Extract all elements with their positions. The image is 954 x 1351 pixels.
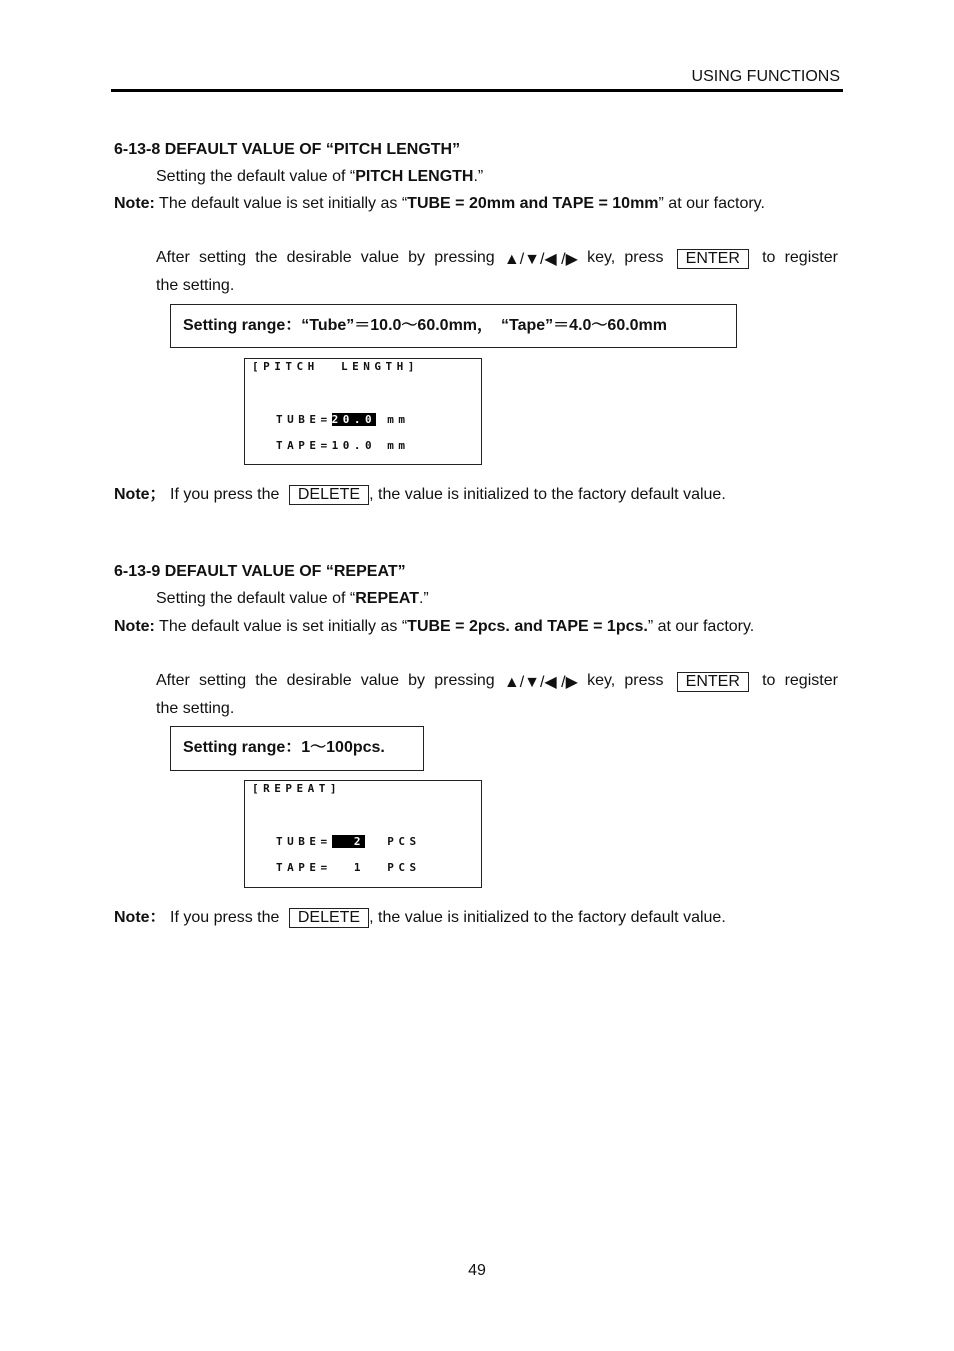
factory-note — [114, 195, 765, 213]
desc-text-end: .” — [473, 168, 484, 185]
instr-word: key, — [587, 672, 616, 689]
section-title-repeat: 6-13-9 DEFAULT VALUE OF “REPEAT” — [114, 563, 406, 580]
note-text: If you press the — [170, 486, 280, 503]
instruction-line — [156, 249, 838, 269]
lcd-label: TAPE= — [276, 439, 332, 452]
lcd-row-tube — [276, 413, 410, 426]
desc-bold: REPEAT — [355, 590, 419, 607]
lcd-screen-repeat — [244, 780, 482, 888]
range-label: Setting range： — [183, 739, 302, 756]
instruction-line-2: the setting. — [156, 700, 235, 717]
instr-word: setting — [198, 672, 247, 689]
instr-word: by — [408, 249, 426, 266]
delete-key: DELETE — [289, 908, 369, 928]
instr-word: value — [360, 672, 399, 689]
lcd-unit: PCS — [387, 835, 421, 848]
instr-word: by — [408, 672, 426, 689]
range-label: Setting range： — [183, 317, 302, 334]
instr-word: to — [762, 249, 776, 266]
section-title-pitch-length: 6-13-8 DEFAULT VALUE OF “PITCH LENGTH” — [114, 141, 461, 158]
instr-word: value — [360, 249, 399, 266]
desc-bold: PITCH LENGTH — [355, 168, 474, 185]
section-description — [156, 590, 429, 608]
instr-word: setting — [198, 249, 247, 266]
factory-note — [114, 618, 754, 636]
desc-text-end: .” — [418, 590, 429, 607]
lcd-selected-value: 20.0 — [331, 413, 377, 426]
instr-word: press — [624, 672, 664, 689]
lcd-title: [PITCH LENGTH] — [252, 360, 419, 373]
lcd-title: [REPEAT] — [252, 782, 341, 795]
lcd-row-tape — [276, 439, 410, 452]
lcd-value: 10.0 — [331, 439, 377, 452]
arrow-keys: ▲/▼/◀ /▶ — [503, 251, 578, 268]
note-label: Note: — [114, 618, 155, 635]
note-label: Note； — [114, 486, 166, 503]
instr-word: pressing — [434, 672, 495, 689]
note-text-end: ” at our factory. — [647, 618, 755, 635]
instr-word: register — [784, 672, 838, 689]
instr-word: the — [255, 672, 278, 689]
lcd-unit: mm — [387, 413, 410, 426]
lcd-label: TUBE= — [276, 835, 332, 848]
instr-word: press — [624, 249, 664, 266]
instr-word: the — [255, 249, 278, 266]
desc-text: Setting the default value of “ — [156, 168, 356, 185]
instr-word: key, — [587, 249, 616, 266]
delete-key: DELETE — [289, 485, 369, 505]
lcd-row-tape — [276, 861, 421, 874]
instr-word: to — [762, 672, 776, 689]
note-text: The default value is set initially as “ — [154, 195, 408, 212]
note-text-end: , the value is initialized to the factory default value. — [369, 909, 726, 926]
arrow-keys: ▲/▼/◀ /▶ — [503, 674, 578, 691]
instr-word: After — [156, 249, 190, 266]
delete-note — [114, 904, 726, 928]
lcd-value: 1 — [331, 861, 365, 874]
desc-text: Setting the default value of “ — [156, 590, 356, 607]
lcd-label: TAPE= — [276, 861, 332, 874]
instruction-line-2: the setting. — [156, 277, 235, 294]
range-value: 1～100pcs. — [301, 739, 385, 756]
note-text: If you press the — [170, 909, 280, 926]
lcd-unit: mm — [387, 439, 410, 452]
header-rule — [111, 89, 843, 92]
note-text: The default value is set initially as “ — [154, 618, 408, 635]
note-label: Note: — [114, 195, 155, 212]
note-text-end: , the value is initialized to the factory default value. — [369, 486, 726, 503]
lcd-label: TUBE= — [276, 413, 332, 426]
instr-word: desirable — [286, 672, 352, 689]
page-number: 49 — [468, 1262, 486, 1279]
instruction-line — [156, 672, 838, 692]
lcd-row-tube — [276, 835, 421, 848]
note-label: Note： — [114, 909, 166, 926]
instr-word: After — [156, 672, 190, 689]
setting-range-box — [170, 726, 424, 771]
instr-word: pressing — [434, 249, 495, 266]
section-description — [156, 168, 483, 186]
lcd-unit: PCS — [387, 861, 421, 874]
enter-key: ENTER — [677, 249, 749, 269]
lcd-screen-pitch-length — [244, 358, 482, 465]
instr-word: register — [784, 249, 838, 266]
note-bold: TUBE = 2pcs. and TAPE = 1pcs. — [407, 618, 648, 635]
instr-word: desirable — [286, 249, 352, 266]
running-header: USING FUNCTIONS — [691, 68, 840, 85]
note-text-end: ” at our factory. — [658, 195, 765, 212]
enter-key: ENTER — [677, 672, 749, 692]
note-bold: TUBE = 20mm and TAPE = 10mm — [407, 195, 659, 212]
delete-note — [114, 481, 726, 505]
lcd-selected-value: 2 — [331, 835, 365, 848]
setting-range-box — [170, 304, 737, 348]
range-value: “Tube”＝10.0～60.0mm， “Tape”＝4.0～60.0mm — [301, 317, 668, 334]
